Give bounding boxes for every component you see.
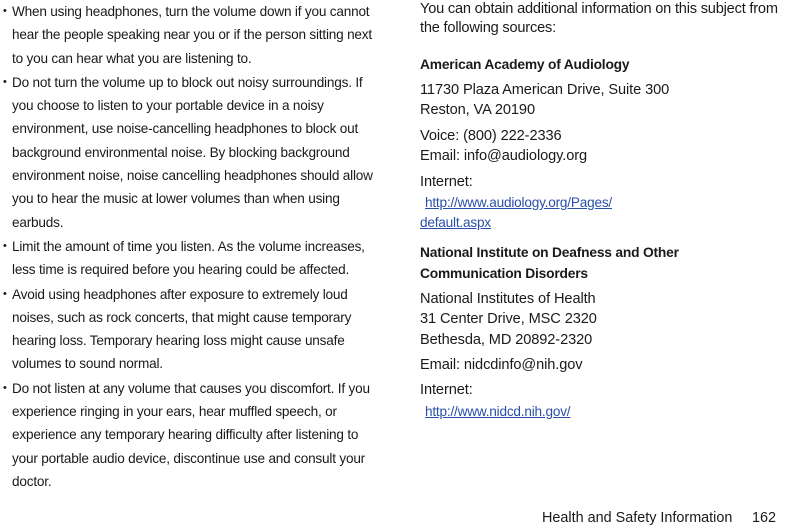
org1-internet-label: Internet:	[420, 174, 473, 190]
footer-section-title: Health and Safety Information	[542, 510, 733, 526]
org1-address-line1: 11730 Plaza American Drive, Suite 300	[420, 82, 670, 98]
org1-email: Email: info@audiology.org	[420, 148, 587, 164]
bullet-text: Avoid using headphones after exposure to extremely loud noises, such as rock concerts, that might cause temporary hearing loss. Temporary hearing loss might cause unsafe volumes to sound normal.	[12, 286, 352, 372]
org1-url-link-cont[interactable]: default.aspx	[420, 215, 491, 230]
org2-url-link[interactable]: http://www.nidcd.nih.gov/	[425, 404, 571, 419]
bullet-item	[3, 235, 375, 282]
org2-name-cont: Communication Disorders	[420, 266, 588, 281]
org2-address-line3: Bethesda, MD 20892-2320	[420, 332, 593, 348]
bullet-text: When using headphones, turn the volume down if you cannot hear the people speaking near you or if the person sitting next to you can hear what you are listening to.	[12, 4, 372, 66]
org2-address-line2: 31 Center Drive, MSC 2320	[420, 311, 597, 327]
bullet-list	[3, 0, 375, 494]
org1-url-link[interactable]: http://www.audiology.org/Pages/	[425, 195, 612, 210]
bullet-text: Do not turn the volume up to block out noisy surroundings. If you choose to listen to your portable device in a noisy environment, use noise-cancelling headphones to block out background environmental noise. By blocking background environment noise, noise cancelling headphones should allow you to hear the music at lower volumes than when using earbuds.	[12, 74, 373, 230]
bullet-icon: •	[3, 75, 7, 88]
org2-internet-label: Internet:	[420, 382, 473, 398]
bullet-icon: •	[3, 381, 7, 394]
bullet-icon: •	[3, 5, 7, 17]
bullet-item	[3, 71, 375, 234]
bullet-text: Do not listen at any volume that causes you discomfort. If you experience ringing in your ears, hear muffled speech, or experience any temporary hearing difficulty after listening to your portable audio device, discontinue use and consult your doctor.	[12, 380, 370, 489]
bullet-icon: •	[3, 239, 7, 252]
org1-address-line2: Reston, VA 20190	[420, 102, 535, 118]
sources-intro: You can obtain additional information on this subject from the following sources:	[420, 1, 778, 36]
bullet-item	[3, 0, 375, 70]
bullet-text: Limit the amount of time you listen. As the volume increases, less time is required before you hearing could be affected.	[12, 238, 365, 278]
org2-email: Email: nidcdinfo@nih.gov	[420, 357, 583, 373]
bullet-icon: •	[3, 287, 7, 300]
org1-voice: Voice: (800) 222-2336	[420, 128, 562, 144]
org2-name: National Institute on Deafness and Other	[420, 245, 679, 260]
org1-name: American Academy of Audiology	[420, 57, 630, 72]
org2-address-line1: National Institutes of Health	[420, 291, 596, 307]
page-number: 162	[752, 510, 777, 526]
bullet-item	[3, 283, 375, 376]
bullet-item	[3, 377, 375, 493]
